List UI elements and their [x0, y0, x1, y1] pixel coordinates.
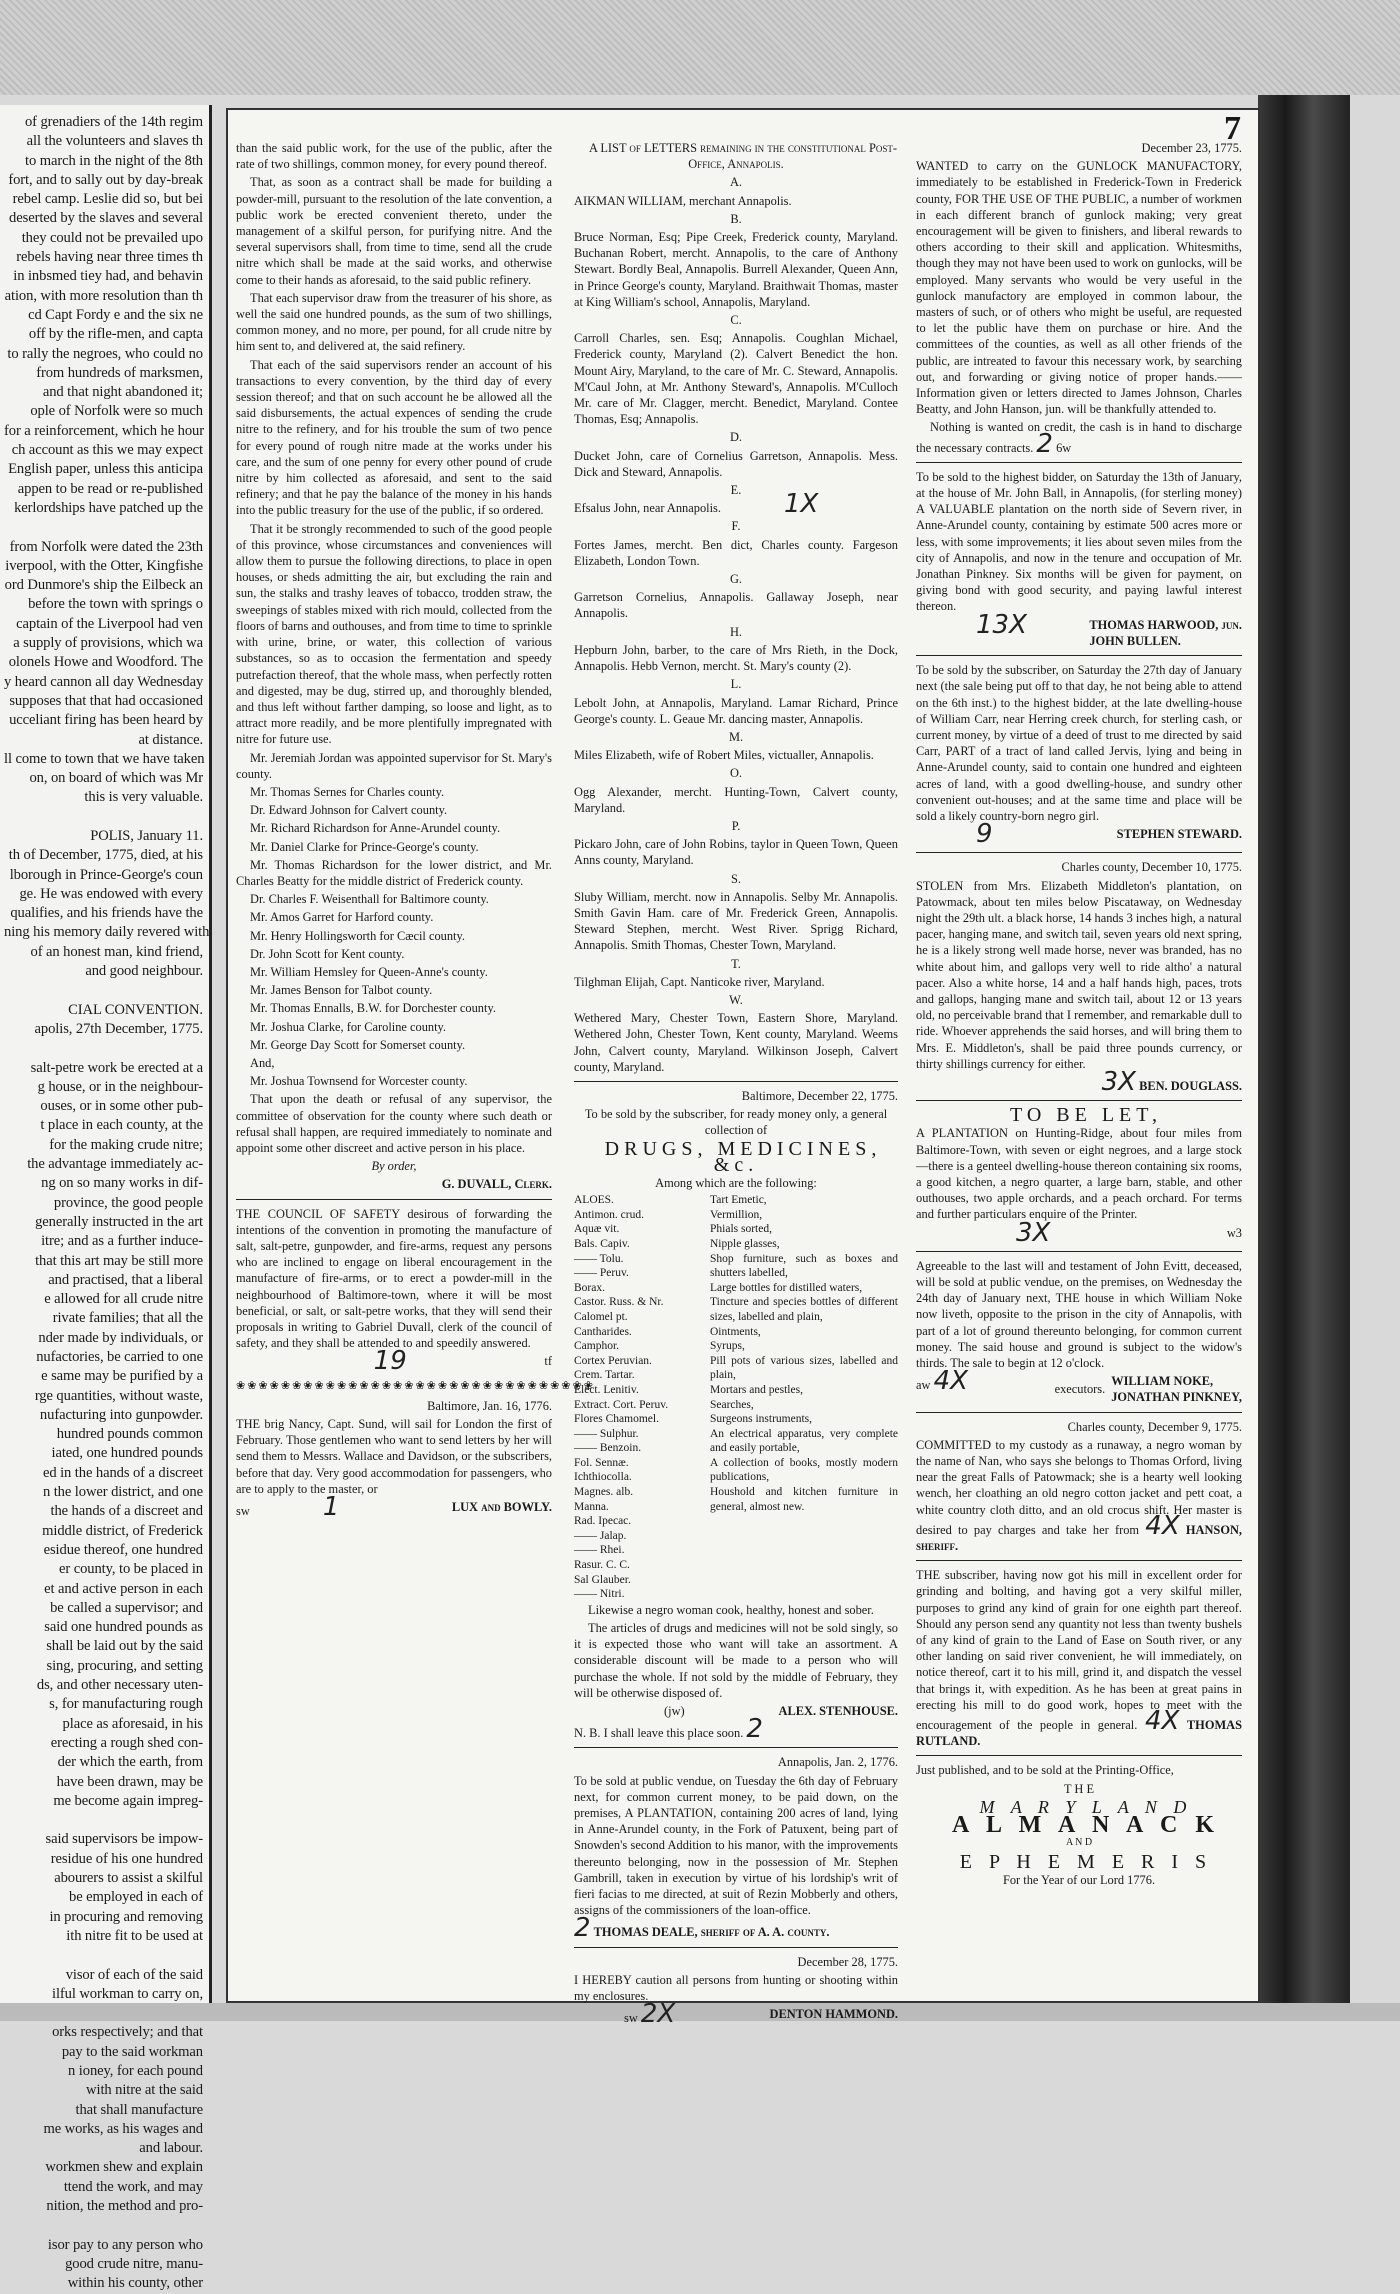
almanack-year: For the Year of our Lord 1776. [1002, 1872, 1156, 1887]
drug-item: Fol. Sennæ. [574, 1456, 629, 1469]
drug-item: Castor. Russ. & Nr. [574, 1296, 664, 1309]
dateline: Charles county, December 9, 1775. [1067, 1419, 1242, 1434]
clerk-signature: G. DUVALL, Clerk. [441, 1177, 552, 1192]
appointment: Mr. Amos Garret for Harford county. [250, 910, 434, 925]
drug-item: Rad. Ipecac. [574, 1515, 632, 1528]
appointment: And, [250, 1055, 275, 1070]
appointment: Dr. John Scott for Kent county. [250, 946, 405, 961]
fragment-line: th of December, 1775, died, at his [8, 847, 203, 864]
divider [916, 655, 1242, 656]
almanack-title: A L M A N A C K [951, 1812, 1221, 1839]
fragment-line: qualifies, and his friends have the [10, 905, 203, 922]
fragment-line: ll come to town that we have taken [4, 750, 205, 767]
dateline: Baltimore, December 22, 1775. [741, 1088, 898, 1103]
fragment-line: supposes that that had occasioned [9, 692, 203, 709]
dateline: Baltimore, Jan. 16, 1776. [427, 1398, 552, 1413]
vendue-signature-line: 2 THOMAS DEALE, sheriff of A. A. county. [574, 1913, 830, 1944]
paragraph: That it be strongly recommended to such of the good people of this province, whose circumstances and conveniences will allow them to pursue the following directions, to place in open houses, or sheds admitting the air, but excluding the rain and sun, the stalks and trashy leaves of tobacco, trodden straw, the sweepings of stables mixed with rich mould, collected from the floors of barns and outhouses, and from time to time to sprinkle with urine, brine, or water, this collection of various substances, so as to occasion the fermentation and speedy putrefaction thereof, that the whole mass, when perfectly rotten and digested, may be dug, stirred up, and thoroughly blended, and thus left without farther damping, so loose and light, as to attract more readily, and be more plentifully impregnated with nitre for future use. [236, 521, 552, 747]
divider [574, 1947, 898, 1948]
gunlock-notice: WANTED to carry on the GUNLOCK MANUFACTORY, immediately to be established in Frederick-Town in Frederick county, FOR THE USE OF THE PUBLIC, a number of workmen in each different branch of gunlock making; very great encouragement will be given to finishers, and liberal rewards to others according to their skill and application. Whitesmiths, though they may not have been used to work on gunlocks, will be employed. Many servants who would be very useful in the gunlock manufactory are employed in common labour, the masters of such, or of others who might be useful, are requested to let the public have them on purchase or hire. And the committees of the counties, as well as all other friends of the public, are intreated to favour this necessary work, by searching out, and forwarding or giving notice of proper hands.——Information given or letters directed to James Johnson, Charles Beatty, and John Hanson, jun. will be thankfully attended to. [916, 159, 1242, 417]
stolen-signature-line: 3X BEN. DOUGLASS. [1101, 1066, 1242, 1097]
drug-list-left [574, 1193, 702, 1602]
drug-item: Vermillion, [710, 1208, 763, 1221]
fragment-line: rebels having near three times th [16, 249, 203, 266]
letter-group-heading: G. [729, 572, 743, 587]
letter-entries: Wethered Mary, Chester Town, Eastern Shore, Maryland. Wethered John, Chester Town, Kent county, Maryland. Weems John, Calvert county, Maryland. Wilkinson Joseph, Calvert county, Maryland. [574, 1011, 898, 1074]
fragment-line: s, for manufacturing rough [49, 1696, 203, 1713]
fragment-line: on, on board of which was Mr [29, 770, 203, 787]
fragment-line: this is very valuable. [84, 789, 203, 806]
fragment-line: generally instructed in the art [35, 1213, 203, 1230]
fragment-line: said supervisors be impow- [45, 1831, 203, 1848]
appointment: Mr. Thomas Sernes for Charles county. [250, 784, 445, 799]
appointment: Mr. Joshua Townsend for Worcester county. [250, 1074, 468, 1089]
council-of-safety-notice: THE COUNCIL OF SAFETY desirous of forwarding the intentions of the convention in promoting the manufacture of salt, salt-petre, gunpowder, and fire-arms, request any persons who are inclined to engage on liberal encouragement in the manufacture of fire-arms, or to erect a powder-mill in the neighbourhood of Baltimore-town, where it will be most beneficial, or salt, or salt-petre works, that they will send their proposals in writing to Gabriel Duvall, clerk of the council of safety, and they shall be attended to and speedily answered. [236, 1206, 552, 1351]
committed-runaway-notice: COMMITTED to my custody as a runaway, a negro woman by the name of Nan, who says she belongs to Thomas Orford, living near the great Falls of Patowmack; she is a hearty well looking wench, her cloathing an old negro cotton jacket and pett coat, a white country cloth ditto, and an old crocus shift. Her master is desired to pay charges and take her from 4X HANSON, sheriff. [916, 1437, 1242, 1554]
letter-group-heading: H. [729, 624, 743, 639]
fragment-line: itre; and as a further induce- [41, 1233, 203, 1250]
appointment: Mr. Richard Richardson for Anne-Arundel county. [250, 821, 501, 836]
letter-group-heading: M. [728, 729, 744, 744]
letter-group-heading: L. [730, 677, 742, 692]
scan-top-margin [0, 0, 1400, 95]
drug-item: Antimon. crud. [574, 1208, 644, 1221]
fragment-line: rivate families; that all the [52, 1310, 203, 1327]
letter-group-heading: C. [730, 313, 742, 328]
fragment-line: and good neighbour. [85, 963, 203, 980]
fragment-line: iated, one hundred pounds [51, 1445, 203, 1462]
appointment: Mr. Thomas Ennalls, B.W. for Dorchester county. [250, 1001, 496, 1016]
drug-item: Ointments, [710, 1325, 761, 1338]
fragment-line: have been drawn, may be [56, 1773, 203, 1790]
fragment-line [4, 808, 203, 827]
fragment-line: of grenadiers of the 14th regim [24, 114, 203, 130]
fragment-line: ttend the work, and may [63, 2178, 203, 2195]
fragment-line: English paper, unless this anticipa [8, 461, 203, 478]
fragment-line: n the lower district, and one [42, 1484, 203, 1501]
drug-signature-line: (jw) ALEX. STENHOUSE. [664, 1704, 898, 1719]
almanack-intro: Just published, and to be sold at the Printing-Office, [916, 1763, 1174, 1778]
divider [916, 462, 1242, 463]
fragment-line: to rally the negroes, who could no [7, 345, 203, 362]
letter-entries: Bruce Norman, Esq; Pipe Creek, Frederick county, Maryland. Buchanan Robert, mercht. Annapolis, to the care of Anthony Stewart. Bordly Beal, Annapolis. Burrell Alexander, Queen Ann, in Prince George's county, Maryland. Braithwait Thomas, master at King William's school, Annapolis, Maryland. [574, 230, 898, 309]
divider [574, 1081, 898, 1082]
fragment-line: before the town with springs o [28, 596, 203, 613]
fragment-line: ge. He was endowed with every [19, 885, 203, 902]
fragment-line [4, 2216, 203, 2235]
letter-entries: Tilghman Elijah, Capt. Nanticoke river, Maryland. [574, 974, 825, 989]
fragment-line: g house, or in the neighbour- [37, 1078, 203, 1095]
fragment-line: all the volunteers and slaves th [26, 133, 203, 150]
drug-item: Nipple glasses, [710, 1237, 780, 1250]
drug-item: —— Rhei. [574, 1544, 625, 1557]
dateline: Charles county, December 10, 1775. [1061, 860, 1242, 875]
brig-signature-line: sw 1 LUX and BOWLY. [236, 1492, 552, 1523]
fragment-line: of an honest man, kind friend, [30, 943, 203, 960]
fragment-line: et and active person in each [44, 1580, 203, 1597]
drug-item: Syrups, [710, 1340, 745, 1353]
fragment-line: nition, the method and pro- [46, 2198, 203, 2215]
drug-item: Camphor. [574, 1340, 620, 1353]
almanack-maryland: M A R Y L A N D [979, 1796, 1193, 1817]
drug-item: Cortex Peruvian. [574, 1354, 652, 1367]
drug-item: Crem. Tartar. [574, 1369, 635, 1382]
fragment-line: good crude nitre, manu- [65, 2255, 203, 2272]
fragment-line: POLIS, January 11. [90, 827, 203, 844]
drug-item: Extract. Cort. Peruv. [574, 1398, 669, 1411]
fragment-line: ord Dunmore's ship the Eilbeck an [4, 577, 203, 594]
brig-nancy-notice: THE brig Nancy, Capt. Sund, will sail for London the first of February. Those gentlemen who want to send letters by her will send them to Messrs. Wallace and Davidson, or the subscribers, before that day. Very good accommodation for passengers, who are to apply to the master, or [236, 1417, 552, 1496]
fragment-line: ation, with more resolution than th [4, 287, 203, 304]
drug-title: DRUGS, MEDICINES, &c. [604, 1137, 882, 1176]
drug-item: Tincture and species bottles of different sizes, labelled and plain, [710, 1296, 898, 1323]
fragment-line: ilful workman to carry on, [52, 1985, 203, 2002]
noke-house-notice: Agreeable to the last will and testament of John Evitt, deceased, will be sold at public vendue, on the premises, on Wednesday the 24th day of January next, THE house in which William Noke now liveth, opposite to the prison in the city of Annapolis, with part of a lot of ground thereunto belonging, for common current money. The said house and ground is subject to the widow's thirds. The sale to begin at 12 o'clock. [916, 1258, 1242, 1371]
drug-list [574, 1193, 898, 1602]
fragment-line: ds, and other necessary uten- [36, 1677, 203, 1694]
drug-item: A collection of books, mostly modern publications, [710, 1456, 898, 1484]
column-2 [574, 140, 898, 2028]
fragment-line: the hands of a discreet and [50, 1503, 203, 1520]
column-3 [916, 140, 1242, 1890]
paragraph: Nothing is wanted on credit, the cash is in hand to discharge the necessary contracts. 2 6w [916, 420, 1242, 459]
appointment: Mr. Joshua Clarke, for Caroline county. [250, 1019, 447, 1034]
letter-entries: Ducket John, care of Cornelius Garretson, Annapolis. Mess. Dick and Steward, Annapolis. [574, 448, 898, 479]
fragment-line: deserted by the slaves and several [9, 210, 203, 227]
paragraph: than the said public work, for the use of the public, after the rate of two shillings, common money, for every pound thereof. [236, 141, 552, 172]
letter-group-heading: O. [729, 766, 743, 781]
drug-item: Searches, [710, 1398, 754, 1411]
supervisor-appointments [236, 750, 552, 1090]
fragment-line [4, 1811, 203, 1830]
previous-page-fragment [0, 105, 212, 2292]
fragment-line: said one hundred pounds as [44, 1619, 203, 1636]
fragment-line: workmen shew and explain [45, 2159, 203, 2176]
drug-item: —— Tolu. [574, 1252, 624, 1265]
drug-intro: To be sold by the subscriber, for ready money only, a general collection of [584, 1107, 888, 1138]
fragment-line: iverpool, with the Otter, Kingfishe [5, 557, 203, 574]
paragraph: That upon the death or refusal of any supervisor, the committee of observation for the county where such death or refusal shall happen, are required immediately to nominate and appoint some other discreet and active person in his place. [236, 1092, 552, 1155]
fragment-line: t place in each county, at the [40, 1117, 203, 1134]
letter-group-heading: A. [729, 175, 743, 190]
fragment-line: lborough in Prince-George's coun [9, 866, 203, 883]
paragraph: That each supervisor draw from the treasurer of his shore, as well the said one hundred pounds, as the sum of two shillings, common money, and no more, per pound, for all crude nitre by him sent to, and delivered at, the said refinery. [236, 290, 552, 354]
drug-list-right [710, 1193, 898, 1602]
drug-item: —— Sulphur. [574, 1427, 639, 1440]
letter-group-heading: F. [731, 519, 741, 534]
appointment: Dr. Edward Johnson for Calvert county. [250, 803, 448, 818]
divider [916, 1100, 1242, 1101]
letter-group-heading: D. [729, 430, 743, 445]
drug-item: ALOES. [574, 1194, 614, 1207]
to-be-let-notice: A PLANTATION on Hunting-Ridge, about four miles from Baltimore-Town, with seven or eight negroes, and a large stock—there is a genteel dwelling-house thereon containing six rooms, a good kitchen, a negro quarter, a large barn, stable, and other outhouses, two apple orchards, and a peach orchard. For terms and further particulars enquire of the Printer. [916, 1126, 1242, 1222]
letter-group-heading: P. [731, 818, 741, 833]
almanack-and: A N D [1065, 1837, 1093, 1849]
mill-notice: THE subscriber, having now got his mill in excellent order for grinding and bolting, and having got a very skilful miller, purposes to grind any kind of grain for one eighth part thereof. Should any person send any quantity not less than twenty bushels of any kind of grain to the Land of Ease on South river, or any other landing on said river convenient, he will immediately, on notice thereof, cart it to his mill, grind it, and dispatch the vessel that brings it, with expedition. As he has been at great pains in erecting his mill to do good work, hopes to meet with the encouragement of the people in general. 4X THOMAS RUTLAND. [916, 1568, 1242, 1749]
fragment-line: abourers to assist a skilful [54, 1870, 203, 1887]
fragment-line: rebel camp. Leslie did so, but bei [12, 191, 203, 208]
drug-item: —— Nitri. [574, 1588, 625, 1601]
drug-item: Elect. Lenitiv. [574, 1383, 639, 1396]
fragment-line [4, 518, 203, 537]
fragment-line: that shall manufacture [75, 2101, 203, 2118]
drug-item: —— Jalap. [574, 1529, 627, 1542]
dateline: December 23, 1775. [1141, 141, 1242, 155]
fragment-line: y heard cannon all day Wednesday [4, 673, 204, 690]
steward-signature-line: 9 STEPHEN STEWARD. [976, 819, 1242, 850]
fragment-line: at distance. [138, 731, 203, 748]
fragment-line: and labour. [139, 2140, 203, 2157]
fragment-line: nufactories, be carried to one [36, 1349, 203, 1365]
ornamental-rule: ❀❀❀❀❀❀❀❀❀❀❀❀❀❀❀❀❀❀❀❀❀❀❀❀❀❀❀❀❀❀❀❀ [236, 1379, 595, 1392]
appointment: Mr. William Hemsley for Queen-Anne's county. [250, 964, 488, 979]
fragment-line: province, the good people [53, 1194, 203, 1211]
fragment-line: ng on so many works in dif- [41, 1175, 203, 1192]
divider [916, 1251, 1242, 1252]
fragment-line: hundred pounds common [56, 1426, 203, 1443]
fragment-line: ucceliant firing has been heard by [9, 712, 203, 729]
divider [574, 1747, 898, 1748]
letter-entries: Garretson Cornelius, Annapolis. Gallaway Joseph, near Annapolis. [574, 590, 898, 621]
drug-item: Magnes. alb. [574, 1486, 634, 1499]
fragment-line: fort, and to sally out by day-break [8, 171, 203, 188]
fragment-line: orks respectively; and that [52, 2024, 203, 2041]
stolen-horses-notice: STOLEN from Mrs. Elizabeth Middleton's plantation, on Patowmack, about ten miles below Piscataway, on Wednesday night the 29th ult. a black horse, 14 hands 3 inches high, a natural pacer, hanging mane, and switch tail, seven years old next spring, he is a likely strong well made horse, never was branded, has no white about him, and gallops very well to ride altho' a natural pacer. Also a white horse, 14 and a half hands high, paces, trots and gallops, hanging mane and switch tail, about 12 or 13 years old, no perceivable brand that I remember, and remarkable dull to ride. Whoever apprehends the said horses, and will bring them to Mrs. E. Middleton's, shall be paid three pounds currency, or thirty shillings currency for either. [916, 878, 1242, 1071]
fragment-line: a supply of provisions, which wa [13, 635, 203, 652]
fragment-line: e allowed for all crude nitre [44, 1291, 203, 1308]
fragment-line [4, 981, 203, 1000]
fragment-line: cd Capt Fordy e and the six ne [28, 306, 203, 323]
fragment-line: ople of Norfolk were so much [30, 403, 203, 420]
fragment-line: to march in the night of the 8th [25, 152, 203, 169]
fragment-line: isor pay to any person who [47, 2236, 203, 2253]
caution-notice: I HEREBY caution all persons from hunting or shooting within my enclosures. [574, 1972, 898, 2004]
harwood-signature-line: 13X THOMAS HARWOOD, jun. JOHN BULLEN. [976, 609, 1242, 648]
divider [916, 1755, 1242, 1756]
appointment: Dr. Charles F. Weisenthall for Baltimore county. [250, 892, 489, 907]
let-mark-line: 3X w3 [1016, 1217, 1242, 1248]
letter-entries: Pickaro John, care of John Robins, taylor in Queen Town, Queen Anns county, Maryland. [574, 837, 898, 868]
harwood-notice: To be sold to the highest bidder, on Saturday the 13th of January, at the house of Mr. John Ball, in Annapolis, (for sterling money) A VALUABLE plantation on the north side of Severn river, in Anne-Arundel county, containing by estimate 500 acres more or less, with some improvements; it lies about seven miles from the city of Annapolis, and now in the tenure and occupation of Mr. Jonathan Pinkney. Six months will be given for payment, on giving bond with good security, and paying lawful interest thereon. [916, 469, 1242, 614]
dateline: December 28, 1775. [797, 1954, 898, 1969]
fragment-line: ith nitre fit to be used at [66, 1927, 203, 1944]
almanack-the: T H E [1063, 1781, 1095, 1796]
handwritten-mark: 19 tf [373, 1346, 552, 1377]
fragment-line: sing, procuring, and setting [46, 1657, 203, 1674]
drug-item: An electrical apparatus, very complete and easily portable, [710, 1427, 898, 1455]
drug-item: Cantharides. [574, 1325, 632, 1338]
drug-item: Manna. [574, 1500, 609, 1513]
fragment-line: erecting a rough shed con- [50, 1734, 203, 1751]
vendue-notice: To be sold at public vendue, on Tuesday the 6th day of February next, for common current money, to be paid down, on the premises, A PLANTATION, containing 200 acres of land, lying in Anne-Arundel county, in the Fork of Patuxent, being part of Snowden's second Addition to his manor, with the improvements thereunto belonging, now in the possession of Mr. Stephen Gambrill, taken in execution by virtue of his lordship's writ of fieri facias to me directed, at suit of Rezin Mobberly and others, assigns of the commissioners of the loan-office. [574, 1773, 898, 1918]
letter-entries: Fortes James, mercht. Ben dict, Charles county. Fargeson Elizabeth, London Town. [574, 537, 898, 568]
fragment-line: er county, to be placed in [59, 1561, 203, 1578]
paragraph: The articles of drugs and medicines will not be sold singly, so it is expected those who want will take an assortment. A considerable discount will be made to a person who will purchase the whole. If not sold by the middle of February, they will be otherwise disposed of. [574, 1621, 898, 1700]
book-spine [1258, 95, 1350, 2010]
drug-item: Sal Glauber. [574, 1573, 631, 1586]
drug-item: Borax. [574, 1281, 605, 1294]
fragment-line: visor of each of the said [65, 1966, 203, 1983]
drug-item: Tart Emetic, [710, 1194, 767, 1207]
drug-item: —— Peruv. [574, 1267, 629, 1280]
letter-entries: Ogg Alexander, mercht. Hunting-Town, Calvert county, Maryland. [574, 784, 898, 815]
fragment-line: that this art may be still more [35, 1252, 203, 1269]
letter-entries: Efsalus John, near Annapolis. [574, 501, 721, 516]
fragment-line: for a reinforcement, which he hour [4, 422, 205, 439]
fragment-line: salt-petre work be erected at a [30, 1059, 203, 1076]
fragment-line: appen to be read or re-published [17, 480, 203, 497]
fragment-line: from hundreds of marksmen, [36, 364, 203, 381]
page-number: 7 [1224, 110, 1241, 147]
fragment-line: olonels Howe and Woodford. The [8, 654, 203, 671]
letter-entries: Sluby William, mercht. now in Annapolis. Selby Mr. Annapolis. Smith Gavin Ham. care of Mr. Frederick Green, Annapolis. Steward Stephen, mercht. West River. Sprigg Richard, Annapolis. Smith Thomas, Chester Town, Maryland. [574, 889, 898, 953]
letter-group-heading: W. [729, 992, 743, 1007]
appointment: Mr. Daniel Clarke for Prince-George's county. [250, 839, 479, 854]
letter-group-heading: T. [731, 956, 741, 971]
fragment-line: from Norfolk were dated the 23th [9, 538, 203, 555]
fragment-line: and practised, that a liberal [48, 1271, 203, 1288]
drug-item: Aquæ vit. [574, 1223, 620, 1236]
almanack-ephemeris: E P H E M E R I S [959, 1850, 1213, 1873]
caution-signature-line: sw 2X DENTON HAMMOND. [624, 1999, 898, 2030]
letters-list-heading: A LIST of LETTERS remaining in the constitutional Post-Office, Annapolis. [589, 141, 897, 172]
letter-group-heading: E. [730, 483, 742, 498]
fragment-line: be called a supervisor; and [50, 1599, 203, 1616]
fragment-line [4, 1039, 203, 1058]
appointment: Mr. Henry Hollingsworth for Cæcil county. [250, 928, 465, 943]
drug-item: Ichthiocolla. [574, 1471, 632, 1484]
fragment-line: off by the rifle-men, and capta [28, 326, 203, 343]
appointment: Mr. James Benson for Talbot county. [250, 983, 433, 998]
dateline: Annapolis, Jan. 2, 1776. [777, 1755, 898, 1770]
drug-item: Rasur. C. C. [574, 1559, 630, 1572]
divider [916, 1560, 1242, 1561]
fragment-line: middle district, of Frederick [42, 1522, 203, 1539]
drug-item: Flores Chamomel. [574, 1413, 659, 1426]
fragment-line: captain of the Liverpool had ven [16, 615, 203, 632]
appointment: Mr. Thomas Richardson for the lower district, and Mr. Charles Beatty for the middle district of Frederick county. [236, 857, 552, 888]
drug-item: Surgeons instruments, [710, 1413, 813, 1426]
fragment-line: pay to the said workman [61, 2043, 203, 2060]
letters-list: A. AIKMAN WILLIAM, merchant Annapolis. B. Bruce Norman, Esq; Pipe Creek, Frederick county, Maryland. Buchanan Robert, mercht. Annapolis, to the care of Anthony Stewart. Bordly Beal, Annapolis. Burrell Alexander, Queen Ann, in Prince George's county, Maryland. Braithwait Thomas, master at King William's school, Annapolis, Maryland. C. Carroll Charles, sen. Esq; Annapolis. Coughlan Michael, Frederick county, Maryland (2). Calvert Benedict the hon. Mount Airy, Maryland, to the care of Mr. C. Steward, Annapolis. M'Caul John, at Mr. Anthony Steward's, Annapolis. M'Culloch Mr. care of Mr. Clagger, mercht. Benedict, Maryland. Contee Thomas, Esq; Annapolis. D. Ducket John, care of Cornelius Garretson, Annapolis. Mess. Dick and Steward, Annapolis. E. Efsalus John, near Annapolis. 1X F. Fortes James, mercht. Ben dict, Charles county. Fargeson Elizabeth, London Town. G. Garretson Cornelius, Annapolis. Gallaway Joseph, near Annapolis. H. Hepburn John, barber, to the care of Mrs Rieth, in the Dock, Annapolis. Hebb Vernon, mercht. St. Mary's county (2). L. Lebolt John, at Annapolis, Maryland. Lamar Richard, Prince George's county. L. Geaue Mr. dancing master, Annapolis. M. Miles Elizabeth, wife of Robert Miles, victualler, Annapolis. O. Ogg Alexander, mercht. Hunting-Town, Calvert county, Maryland. P. Pickaro John, care of John Robins, taylor in Queen Town, Queen Anns county, Maryland. S. Sluby William, mercht. now in Annapolis. Selby Mr. Annapolis. Smith Gavin Ham. care of Mr. Frederick Green, Annapolis. Steward Stephen, mercht. West River. Sprigg Richard, Annapolis. Smith Thomas, Chester Town, Maryland. T. Tilghman Elijah, Capt. Nanticoke river, Maryland. W. Wethered Mary, Chester Town, Eastern Shore, Maryland. Wethered John, Chester Town, Kent county, Maryland. Weems John, Calvert county, Maryland. Wilkinson Joseph, Calvert county, Maryland. [574, 175, 898, 1074]
paragraph: That each of the said supervisors render an account of his transactions to every convention, by the third day of every session thereof; and that on such account he be allowed all the said disbursements, the actual expences of sending the crude nitre to the refinery, and for his trouble the sum of two pence for every pound of rough nitre made at the works under his care, and the sum of one penny for every other pound of crude nitre by him collected as aforesaid, and sent to the said refinery; and that he pay the balance of the money in his hands into the public treasury for the use of the public, if so ordered. [236, 357, 552, 518]
fragment-line: ning his memory daily revered with [4, 924, 210, 941]
fragment-line: kerlordships have patched up the [14, 499, 203, 516]
letter-entries: Carroll Charles, sen. Esq; Annapolis. Coughlan Michael, Frederick county, Maryland (2). Calvert Benedict the hon. Mount Airy, Maryland, to the care of Mr. C. Steward, Annapolis. M'Caul John, at Mr. Anthony Steward's, Annapolis. M'Culloch Mr. care of Mr. Clagger, mercht. Benedict, Maryland. Contee Thomas, Esq; Annapolis. [574, 331, 898, 427]
drug-item: Large bottles for distilled waters, [710, 1281, 863, 1294]
drug-item: Houshold and kitchen furniture in general, almost new. [710, 1486, 898, 1513]
fragment-line: nder made by individuals, or [38, 1329, 203, 1346]
drug-subhead: Among which are the following: [655, 1175, 817, 1190]
fragment-line: and that night abandoned it; [42, 384, 203, 401]
divider [916, 852, 1242, 853]
steward-notice: To be sold by the subscriber, on Saturday the 27th day of January next (the sale being put off to that day, he not being able to attend on the 6th inst.) to the highest bidder, at the late dwelling-house of William Carr, near Herring creek church, for sterling cash, or current money, by virtue of a deed of trust to me directed by said Carr, PART of a tract of land called Jervis, lying and being in Anne-Arundel county, said to contain one hundred and eighteen acres of land, with a good dwelling-house, and sundry other convenient out-houses; and at the same time and place will be sold a likely country-born negro girl. [916, 663, 1242, 823]
fragment-line: be employed in each of [69, 1889, 203, 1906]
noke-signature-line: aw 4X WILLIAM NOKE, JONATHAN PINKNEY, executors. [916, 1366, 1242, 1405]
fragment-line: me become again impreg- [53, 1792, 203, 1809]
fragment-line: n ioney, for each pound [68, 2062, 203, 2079]
drug-item: Shop furniture, such as boxes and shutters labelled, [710, 1252, 898, 1280]
fragment-line: residue of his one hundred [50, 1850, 203, 1867]
letter-entries: Miles Elizabeth, wife of Robert Miles, victualler, Annapolis. [574, 748, 874, 763]
letter-group-heading: B. [730, 211, 742, 226]
divider [236, 1199, 552, 1200]
fragment-line: in procuring and removing [49, 1908, 203, 1925]
fragment-line: in inbsmed tiey had, and behavin [13, 268, 203, 285]
drug-nb: N. B. I shall leave this place soon. 2 [574, 1714, 763, 1745]
drug-item: Bals. Capiv. [574, 1237, 630, 1250]
fragment-line: within his county, other [67, 2275, 203, 2292]
drug-item: Calomel pt. [574, 1310, 628, 1323]
drug-item: Pill pots of various sizes, labelled and plain, [710, 1354, 898, 1382]
fragment-line: the advantage immediately ac- [27, 1156, 203, 1173]
fragment-line [4, 1946, 203, 1965]
fragment-line: e same may be purified by a [41, 1368, 203, 1385]
divider [916, 1412, 1242, 1413]
fragment-line: they could not be prevailed upo [21, 229, 203, 246]
paragraph: Likewise a negro woman cook, healthy, honest and sober. [588, 1602, 874, 1617]
to-be-let-heading: TO BE LET, [1009, 1104, 1163, 1127]
fragment-line: ed in the hands of a discreet [42, 1464, 203, 1481]
paragraph: That, as soon as a contract shall be made for building a powder-mill, pursuant to the resolution of the late convention, a public work be erected convenient thereto, under the management of a skilful person, for purifying nitre. And the several supervisors shall, from time to time, send all the crude nitre which shall be made at the said works, and otherwise come to their hands as aforesaid, to the said public refinery. [236, 175, 552, 287]
letter-group-heading: S. [731, 871, 741, 886]
fragment-line: ch account as this we may expect [11, 442, 203, 459]
fragment-line: CIAL CONVENTION. [68, 1001, 203, 1018]
fragment-line: esidue thereof, one hundred [43, 1541, 203, 1558]
newspaper-page [226, 108, 1260, 2030]
letter-entries: Lebolt John, at Annapolis, Maryland. Lamar Richard, Prince George's county. L. Geaue Mr. dancing master, Annapolis. [574, 695, 898, 726]
fragment-line: der which the earth, from [57, 1754, 203, 1771]
fragment-line: shall be laid out by the said [46, 1638, 203, 1655]
appointment: Mr. Jeremiah Jordan was appointed supervisor for St. Mary's county. [236, 750, 552, 781]
fragment-line: with nitre at the said [86, 2082, 203, 2099]
fragment-line: nufacturing into gunpowder. [39, 1406, 203, 1423]
by-order: By order, [371, 1159, 417, 1174]
fragment-line: for the making crude nitre; [49, 1136, 203, 1153]
appointment: Mr. George Day Scott for Somerset county. [250, 1037, 466, 1052]
letter-entries: AIKMAN WILLIAM, merchant Annapolis. [574, 193, 792, 208]
fragment-line: ouses, or in some other pub- [40, 1098, 203, 1115]
fragment-line: rge quantities, without waste, [34, 1387, 203, 1404]
fragment-line: me works, as his wages and [43, 2120, 203, 2137]
fragment-line: place as aforesaid, in his [62, 1715, 203, 1732]
drug-item: —— Benzoin. [574, 1442, 642, 1455]
drug-item: Phials sorted, [710, 1223, 772, 1236]
letter-entries: Hepburn John, barber, to the care of Mrs Rieth, in the Dock, Annapolis. Hebb Vernon, mercht. St. Mary's county (2). [574, 642, 898, 674]
fragment-line: apolis, 27th December, 1775. [34, 1020, 203, 1037]
drug-item: Mortars and pestles, [710, 1383, 803, 1396]
